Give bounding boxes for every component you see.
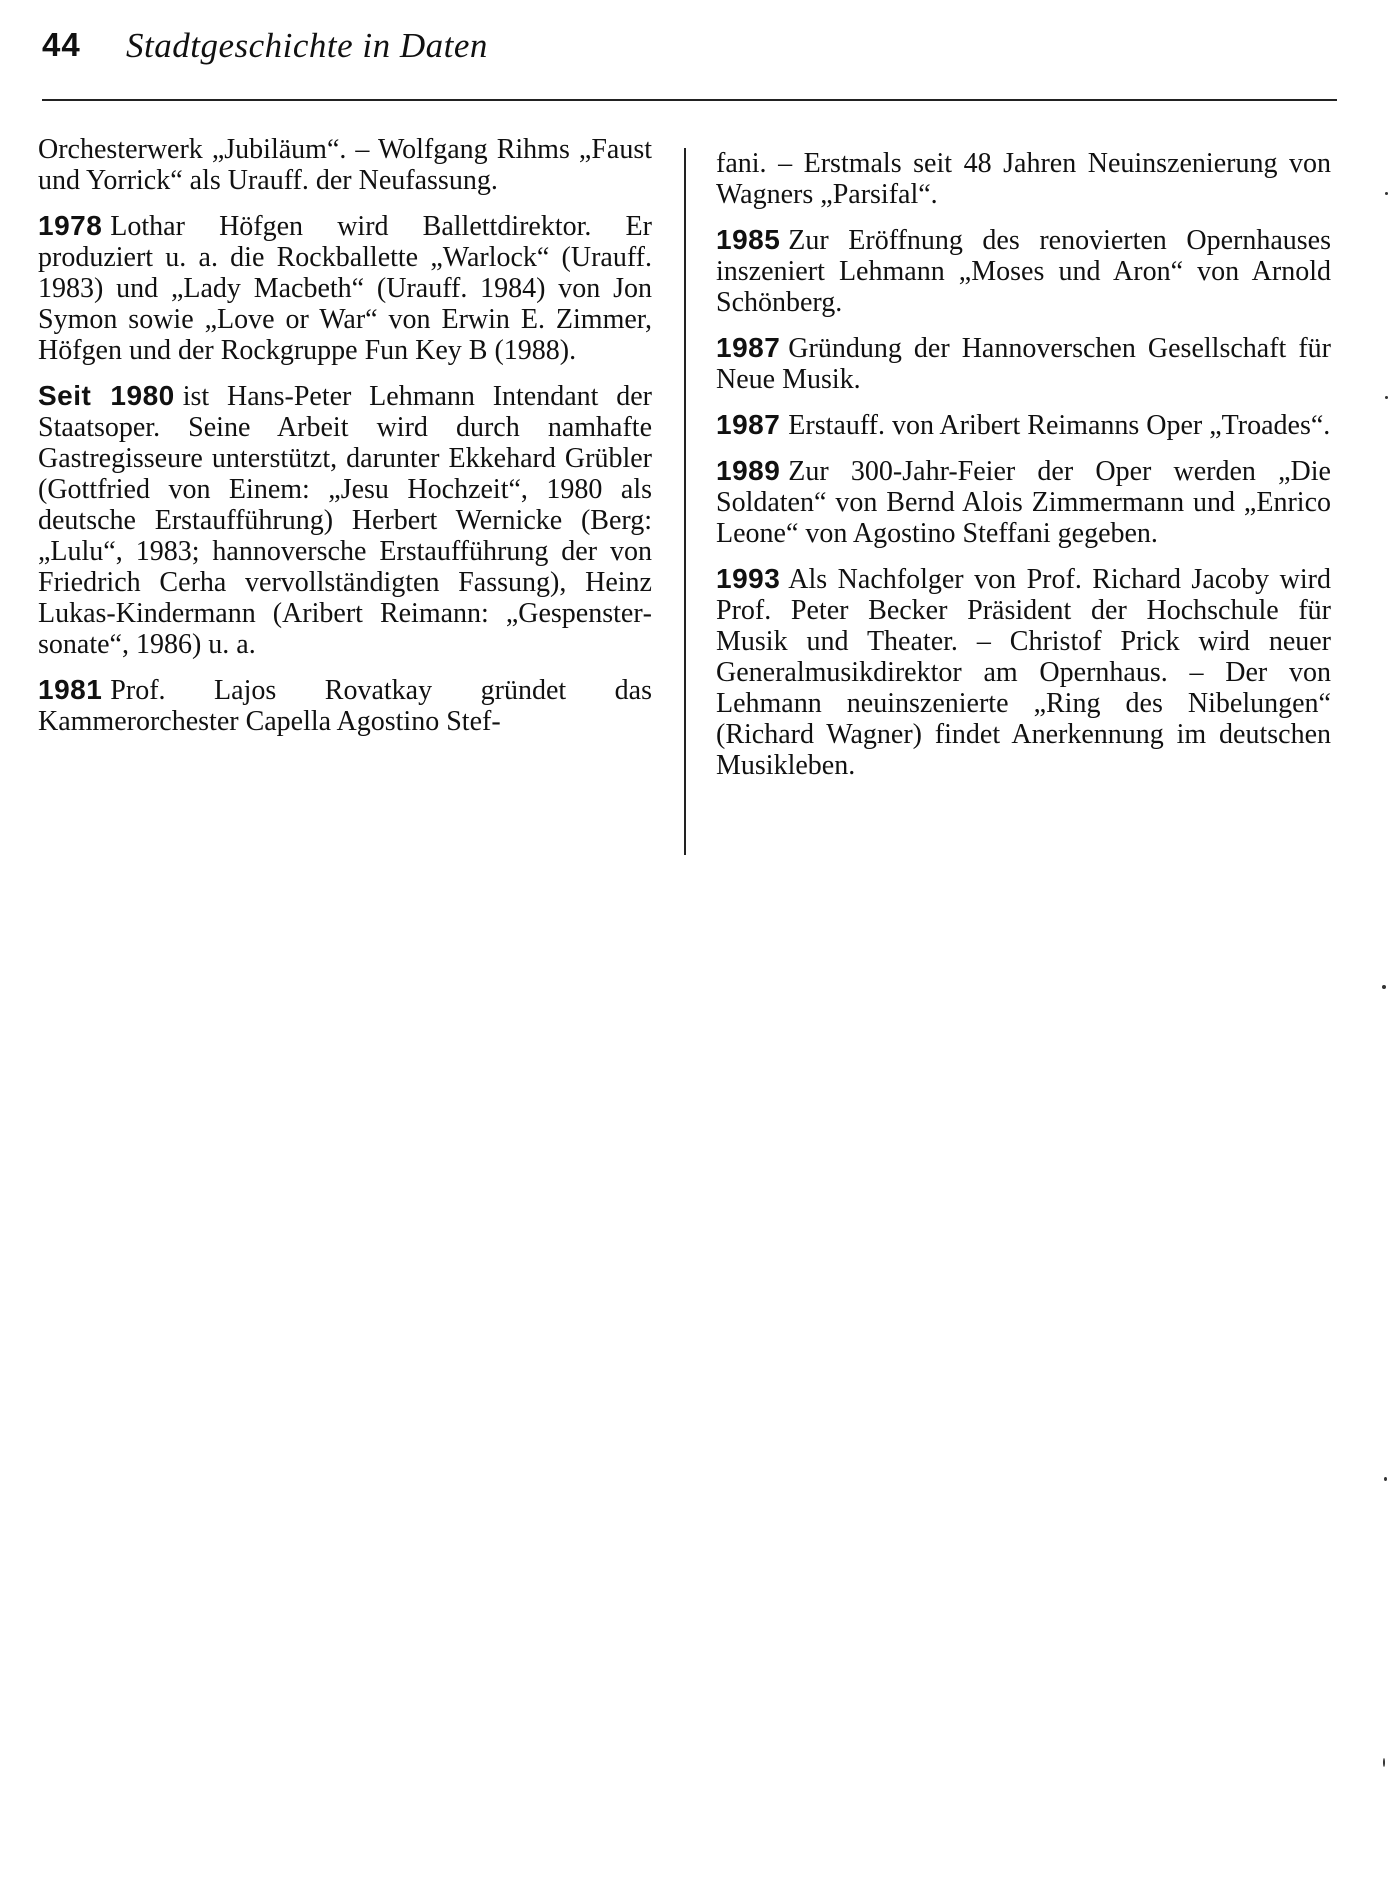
entry-year: 1993	[716, 563, 781, 594]
chronicle-entry	[716, 563, 1331, 781]
scan-speck	[1383, 1758, 1385, 1767]
page-header	[42, 22, 1337, 82]
entry-text: Zur Eröffnung des renovierten Opernhauses inszeniert Lehmann „Moses und Aron“ von Arnold Schönberg.	[716, 225, 1331, 318]
header-rule	[42, 99, 1337, 101]
running-title: Stadtgeschichte in Daten	[126, 26, 488, 65]
chronicle-entry	[38, 210, 652, 366]
scan-speck	[1384, 1477, 1387, 1481]
entry-year: Seit 1980	[38, 380, 175, 411]
scan-speck	[1382, 985, 1386, 989]
entry-year: 1987	[716, 409, 781, 440]
right-column	[716, 148, 1331, 795]
entry-year: 1978	[38, 210, 103, 241]
entry-text: Als Nachfolger von Prof. Richard Jacoby wird Prof. Peter Becker Präsident der Hochschule für Musik und Theater. – Christof Prick wird neuer Generalmusikdirektor am Opernhaus. – Der von Lehmann neuinszenierte „Ring des Nibelungen“ (Richard Wagner) findet Anerkennung im deutschen Musikleben.	[716, 564, 1331, 781]
entry-year: 1987	[716, 332, 781, 363]
entry-text: ist Hans-Peter Lehmann Intendant der Staatsoper. Seine Arbeit wird durch namhafte Gastregisseure unterstützt, darunter Ekkehard Grübler (Gottfried von Einem: „Jesu Hochzeit“, 1980 als deutsche Erstaufführung) Herbert Wernicke (Berg: „Lulu“, 1983; hannoversche Erstaufführung der von Friedrich Cerha vervollständigten Fassung), Heinz Lukas-Kindermann (Aribert Reimann: „Gespenstersonate“, 1986) u. a.	[38, 381, 652, 660]
chronicle-entry	[38, 380, 652, 660]
entry-year: 1985	[716, 224, 781, 255]
entry-text: Orchesterwerk „Jubiläum“. – Wolfgang Rihms „Faust und Yorrick“ als Urauff. der Neufassung.	[38, 134, 652, 196]
chronicle-entry	[38, 674, 652, 737]
chronicle-entry	[716, 224, 1331, 318]
column-divider	[684, 148, 686, 855]
scan-speck	[1385, 396, 1388, 399]
entry-text: Zur 300-Jahr-Feier der Oper werden „Die Soldaten“ von Bernd Alois Zimmermann und „Enrico Leone“ von Agostino Steffani gegeben.	[716, 456, 1331, 549]
chronicle-entry	[716, 148, 1331, 210]
chronicle-entry	[716, 455, 1331, 549]
left-column	[38, 134, 652, 751]
chronicle-entry	[716, 409, 1331, 441]
entry-year: 1981	[38, 674, 103, 705]
entry-text: Prof. Lajos Rovatkay gründet das Kammerorchester Capella Agostino Stef-	[38, 675, 652, 737]
scan-speck	[1385, 192, 1388, 195]
entry-text: Lothar Höfgen wird Ballettdirektor. Er produziert u. a. die Rockballette „Warlock“ (Urauff. 1983) und „Lady Macbeth“ (Urauff. 1984) von Jon Symon sowie „Love or War“ von Erwin E. Zimmer, Höfgen und der Rockgruppe Fun Key B (1988).	[38, 211, 652, 366]
entry-text: Gründung der Hannoverschen Gesellschaft für Neue Musik.	[716, 333, 1331, 395]
chronicle-entry	[716, 332, 1331, 395]
page-number: 44	[42, 26, 81, 63]
entry-year: 1989	[716, 455, 781, 486]
entry-text: Erstauff. von Aribert Reimanns Oper „Troades“.	[788, 410, 1331, 441]
chronicle-entry	[38, 134, 652, 196]
entry-text: fani. – Erstmals seit 48 Jahren Neuinszenierung von Wagners „Parsifal“.	[716, 148, 1331, 210]
